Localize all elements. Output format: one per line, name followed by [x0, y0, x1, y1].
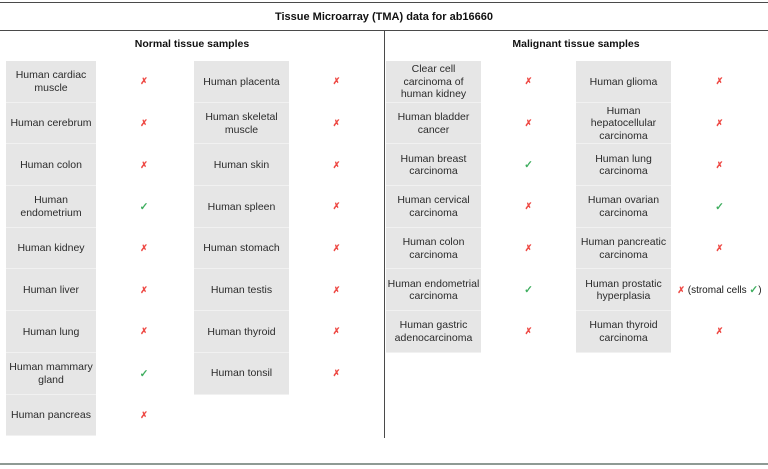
table-row	[576, 311, 768, 353]
table-row	[576, 228, 768, 270]
result-cell	[289, 186, 384, 228]
cross-icon: ✗	[140, 326, 148, 337]
cross-icon: ✗	[715, 76, 724, 87]
cross-icon: ✗	[332, 368, 341, 379]
tissue-cell: Human kidney	[6, 228, 96, 270]
malignant-column-2	[576, 61, 768, 353]
note-text: (stromal cells	[684, 284, 750, 296]
tissue-cell: Human colon carcinoma	[386, 228, 481, 270]
table-row	[576, 269, 768, 311]
cross-icon: ✗	[524, 201, 533, 212]
result-cell	[96, 228, 192, 270]
table-row	[386, 103, 576, 145]
table-row	[576, 186, 768, 228]
note-text: )	[758, 284, 762, 296]
table-row	[576, 144, 768, 186]
result-cell	[671, 228, 768, 270]
malignant-column-1	[386, 61, 576, 353]
table-row	[6, 144, 192, 186]
tissue-cell: Human gastric adenocarcinoma	[386, 311, 481, 353]
cross-icon: ✗	[332, 326, 341, 337]
table-row	[6, 311, 192, 353]
tissue-cell: Human prostatic hyperplasia	[576, 269, 671, 311]
result-cell	[96, 144, 192, 186]
tissue-cell: Human breast carcinoma	[386, 144, 481, 186]
result-cell	[481, 228, 576, 270]
cross-icon: ✗	[715, 326, 724, 337]
result-cell	[481, 103, 576, 145]
table-row	[6, 228, 192, 270]
tissue-cell: Human lung carcinoma	[576, 144, 671, 186]
tissue-cell: Human cervical carcinoma	[386, 186, 481, 228]
tissue-cell: Human ovarian carcinoma	[576, 186, 671, 228]
cross-icon: ✗	[715, 118, 724, 129]
tissue-cell: Human bladder cancer	[386, 103, 481, 145]
cross-icon: ✗	[524, 326, 533, 337]
cross-icon: ✗	[140, 243, 148, 254]
table-row	[386, 61, 576, 103]
cross-icon: ✗	[140, 284, 148, 295]
result-cell	[671, 144, 768, 186]
tissue-cell: Human endometrium	[6, 186, 96, 228]
tissue-cell: Human tonsil	[194, 353, 289, 395]
cross-icon: ✗	[677, 284, 685, 295]
tissue-cell: Human glioma	[576, 61, 671, 103]
table-row	[194, 186, 384, 228]
tissue-cell: Human pancreatic carcinoma	[576, 228, 671, 270]
result-cell	[671, 61, 768, 103]
table-row	[576, 61, 768, 103]
section-divider	[384, 30, 385, 438]
result-cell	[96, 395, 192, 437]
table-row	[386, 228, 576, 270]
section-header-normal: Normal tissue samples	[134, 38, 250, 50]
check-icon: ✓	[524, 159, 533, 172]
cross-icon: ✗	[332, 159, 341, 170]
cross-icon: ✗	[524, 243, 533, 254]
tissue-cell: Human cardiac muscle	[6, 61, 96, 103]
table-title: Tissue Microarray (TMA) data for ab16660	[0, 2, 768, 31]
table-row	[386, 311, 576, 353]
table-row	[6, 353, 192, 395]
tissue-cell: Clear cell carcinoma of human kidney	[386, 61, 481, 103]
table-row	[194, 144, 384, 186]
result-cell	[481, 311, 576, 353]
result-cell	[289, 353, 384, 395]
table-row	[6, 395, 192, 437]
cross-icon: ✗	[140, 409, 148, 420]
table-row	[6, 61, 192, 103]
tissue-cell: Human skin	[194, 144, 289, 186]
cross-icon: ✗	[332, 284, 341, 295]
cross-icon: ✗	[715, 243, 724, 254]
check-icon: ✓	[524, 284, 533, 297]
result-cell	[96, 311, 192, 353]
result-cell	[481, 61, 576, 103]
result-cell	[289, 103, 384, 145]
cross-icon: ✗	[332, 201, 341, 212]
result-cell	[96, 103, 192, 145]
table-row	[6, 103, 192, 145]
result-cell	[96, 61, 192, 103]
tissue-cell: Human hepatocellular carcinoma	[576, 103, 671, 145]
tissue-cell: Human cerebrum	[6, 103, 96, 145]
tissue-cell: Human skeletal muscle	[194, 103, 289, 145]
tissue-cell: Human testis	[194, 269, 289, 311]
table-row	[386, 269, 576, 311]
cross-icon: ✗	[524, 118, 533, 129]
tissue-cell: Human thyroid	[194, 311, 289, 353]
cross-icon: ✗	[140, 159, 148, 170]
result-cell	[671, 269, 768, 311]
table-row	[194, 228, 384, 270]
check-icon: ✓	[139, 200, 149, 213]
cross-icon: ✗	[332, 76, 341, 87]
result-cell	[289, 269, 384, 311]
normal-column-2	[194, 61, 384, 395]
tissue-cell: Human liver	[6, 269, 96, 311]
bottom-rule	[0, 463, 768, 465]
result-cell	[671, 186, 768, 228]
table-row	[194, 353, 384, 395]
result-cell	[96, 269, 192, 311]
cross-icon: ✗	[524, 76, 533, 87]
section-header-malignant: Malignant tissue samples	[512, 38, 640, 50]
tissue-cell: Human endometrial carcinoma	[386, 269, 481, 311]
table-row	[194, 269, 384, 311]
result-cell	[96, 186, 192, 228]
result-cell	[481, 269, 576, 311]
check-icon: ✓	[749, 284, 759, 297]
table-row	[386, 186, 576, 228]
result-cell	[671, 311, 768, 353]
result-cell	[289, 61, 384, 103]
result-cell	[96, 353, 192, 395]
table-row	[576, 103, 768, 145]
tissue-cell: Human lung	[6, 311, 96, 353]
table-row	[194, 61, 384, 103]
result-cell	[289, 228, 384, 270]
table-row	[194, 311, 384, 353]
check-icon: ✓	[715, 200, 724, 213]
tissue-cell: Human thyroid carcinoma	[576, 311, 671, 353]
table-row	[6, 269, 192, 311]
check-icon: ✓	[139, 367, 149, 380]
result-cell	[481, 186, 576, 228]
result-cell	[671, 103, 768, 145]
cross-icon: ✗	[332, 243, 341, 254]
result-cell	[481, 144, 576, 186]
cross-icon: ✗	[140, 118, 148, 129]
result-cell	[289, 144, 384, 186]
cross-icon: ✗	[332, 118, 341, 129]
tissue-cell: Human spleen	[194, 186, 289, 228]
table-row	[6, 186, 192, 228]
result-cell	[289, 311, 384, 353]
normal-column-1	[6, 61, 192, 436]
tissue-cell: Human stomach	[194, 228, 289, 270]
tissue-cell: Human pancreas	[6, 395, 96, 437]
tissue-cell: Human colon	[6, 144, 96, 186]
table-row	[386, 144, 576, 186]
cross-icon: ✗	[140, 76, 148, 87]
tissue-cell: Human mammary gland	[6, 353, 96, 395]
tissue-cell: Human placenta	[194, 61, 289, 103]
cross-icon: ✗	[715, 159, 724, 170]
table-row	[194, 103, 384, 145]
